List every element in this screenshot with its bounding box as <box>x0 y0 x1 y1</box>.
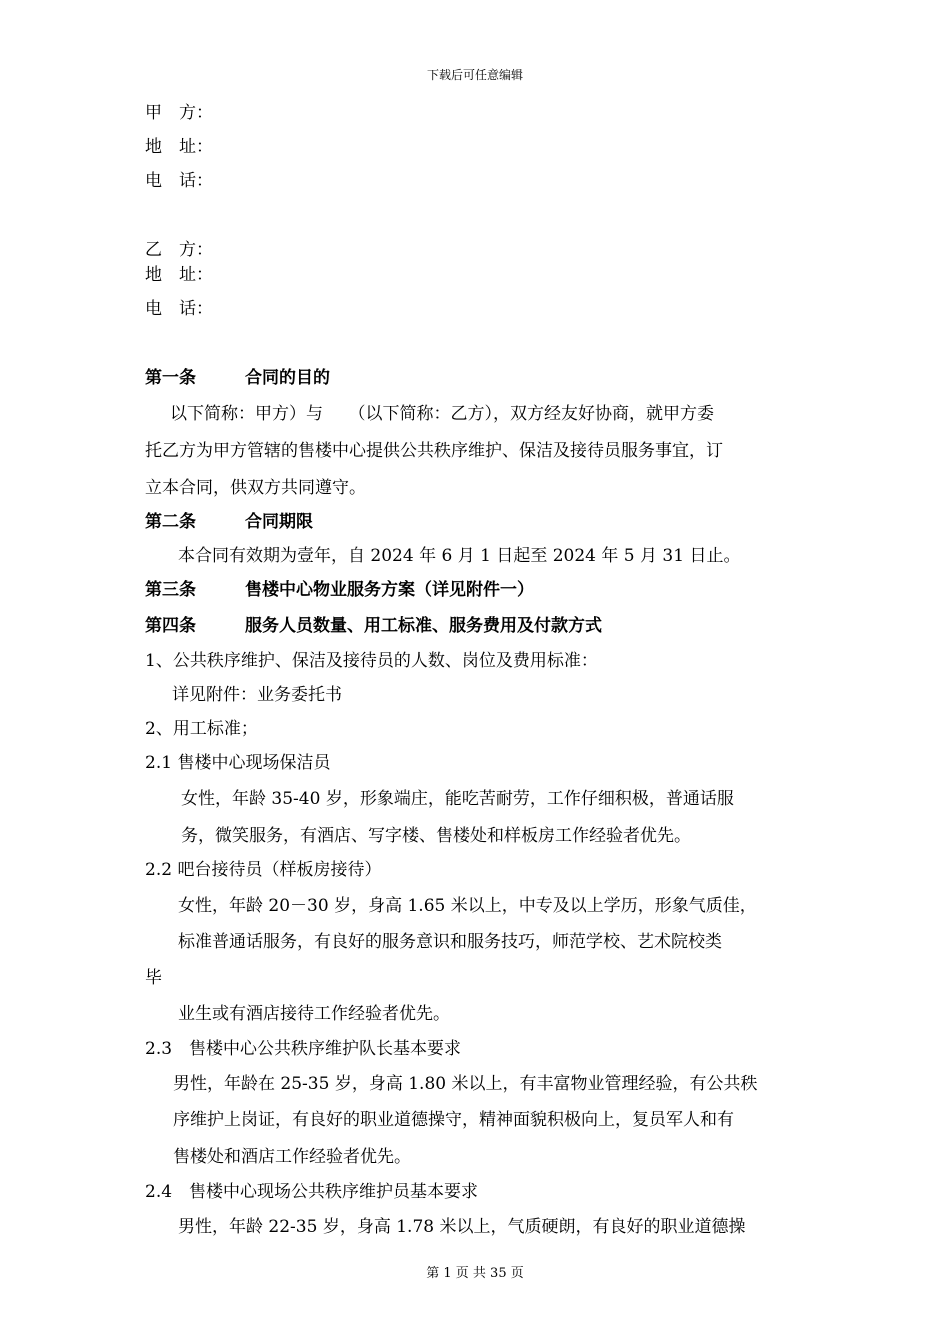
party-b-phone-label: 电 话： <box>145 299 213 319</box>
article-4-item-2: 2、用工标准； <box>145 719 258 739</box>
section-2-2-line-1: 女性，年龄 20－30 岁，身高 1.65 米以上，中专及以上学历，形象气质佳， <box>178 896 757 916</box>
article-3-title: 售楼中心物业服务方案（详见附件一） <box>245 580 534 600</box>
party-a-address-label: 地 址： <box>145 137 213 157</box>
party-a-name-label: 甲 方： <box>145 103 213 123</box>
article-1-number: 第一条 <box>145 368 196 388</box>
section-2-2-title: 2.2 吧台接待员（样板房接待） <box>145 860 382 880</box>
article-4-item-1: 1、公共秩序维护、保洁及接待员的人数、岗位及费用标准： <box>145 651 598 671</box>
article-2-para: 本合同有效期为壹年，自 2024 年 6 月 1 日起至 2024 年 5 月 31 日止。 <box>178 546 741 566</box>
page-footer: 第 1 页 共 35 页 <box>426 1266 524 1281</box>
article-1-para-line-3: 立本合同，供双方共同遵守。 <box>145 478 366 498</box>
header-note: 下载后可任意编辑 <box>426 68 523 82</box>
section-2-4-line-1: 男性，年龄 22-35 岁，身高 1.78 米以上，气质硬朗，有良好的职业道德操 <box>178 1217 746 1237</box>
section-2-2-line-2: 标准普通话服务，有良好的服务意识和服务技巧，师范学校、艺术院校类 <box>178 932 722 952</box>
article-4-number: 第四条 <box>145 616 196 636</box>
section-2-3-line-2: 序维护上岗证，有良好的职业道德操守，精神面貌积极向上，复员军人和有 <box>173 1110 734 1130</box>
section-2-3-line-1: 男性，年龄在 25-35 岁，身高 1.80 米以上，有丰富物业管理经验，有公共秩 <box>173 1074 758 1094</box>
article-2-number: 第二条 <box>145 512 196 532</box>
party-b-name-label: 乙 方： <box>145 240 213 260</box>
article-1-para-line-2: 托乙方为甲方管辖的售楼中心提供公共秩序维护、保洁及接待员服务事宜，订 <box>145 441 723 461</box>
party-a-phone-label: 电 话： <box>145 171 213 191</box>
article-2-title: 合同期限 <box>245 512 313 532</box>
article-4-heading <box>145 615 602 637</box>
article-4-title: 服务人员数量、用工标准、服务费用及付款方式 <box>245 616 602 636</box>
article-1-para-line-1: 以下简称：甲方）与 （以下简称：乙方），双方经友好协商，就甲方委 <box>170 404 714 424</box>
section-2-2-line-4: 业生或有酒店接待工作经验者优先。 <box>178 1004 450 1024</box>
section-2-1-title: 2.1 售楼中心现场保洁员 <box>145 753 331 773</box>
section-2-1-line-2: 务，微笑服务，有酒店、写字楼、售楼处和样板房工作经验者优先。 <box>181 826 691 846</box>
article-4-item-1-detail: 详见附件：业务委托书 <box>172 685 342 705</box>
section-2-3-title: 2.3 售楼中心公共秩序维护队长基本要求 <box>145 1039 462 1059</box>
section-2-4-title: 2.4 售楼中心现场公共秩序维护员基本要求 <box>145 1182 479 1202</box>
section-2-1-line-1: 女性，年龄 35-40 岁，形象端庄，能吃苦耐劳，工作仔细积极，普通话服 <box>181 789 734 809</box>
article-3-heading <box>145 579 534 601</box>
article-1-heading <box>145 367 330 389</box>
article-3-number: 第三条 <box>145 580 196 600</box>
article-2-heading <box>145 511 313 533</box>
article-1-title: 合同的目的 <box>245 368 330 388</box>
party-b-address-label: 地 址： <box>145 265 213 285</box>
section-2-2-line-3: 毕 <box>145 968 162 988</box>
section-2-3-line-3: 售楼处和酒店工作经验者优先。 <box>173 1147 411 1167</box>
